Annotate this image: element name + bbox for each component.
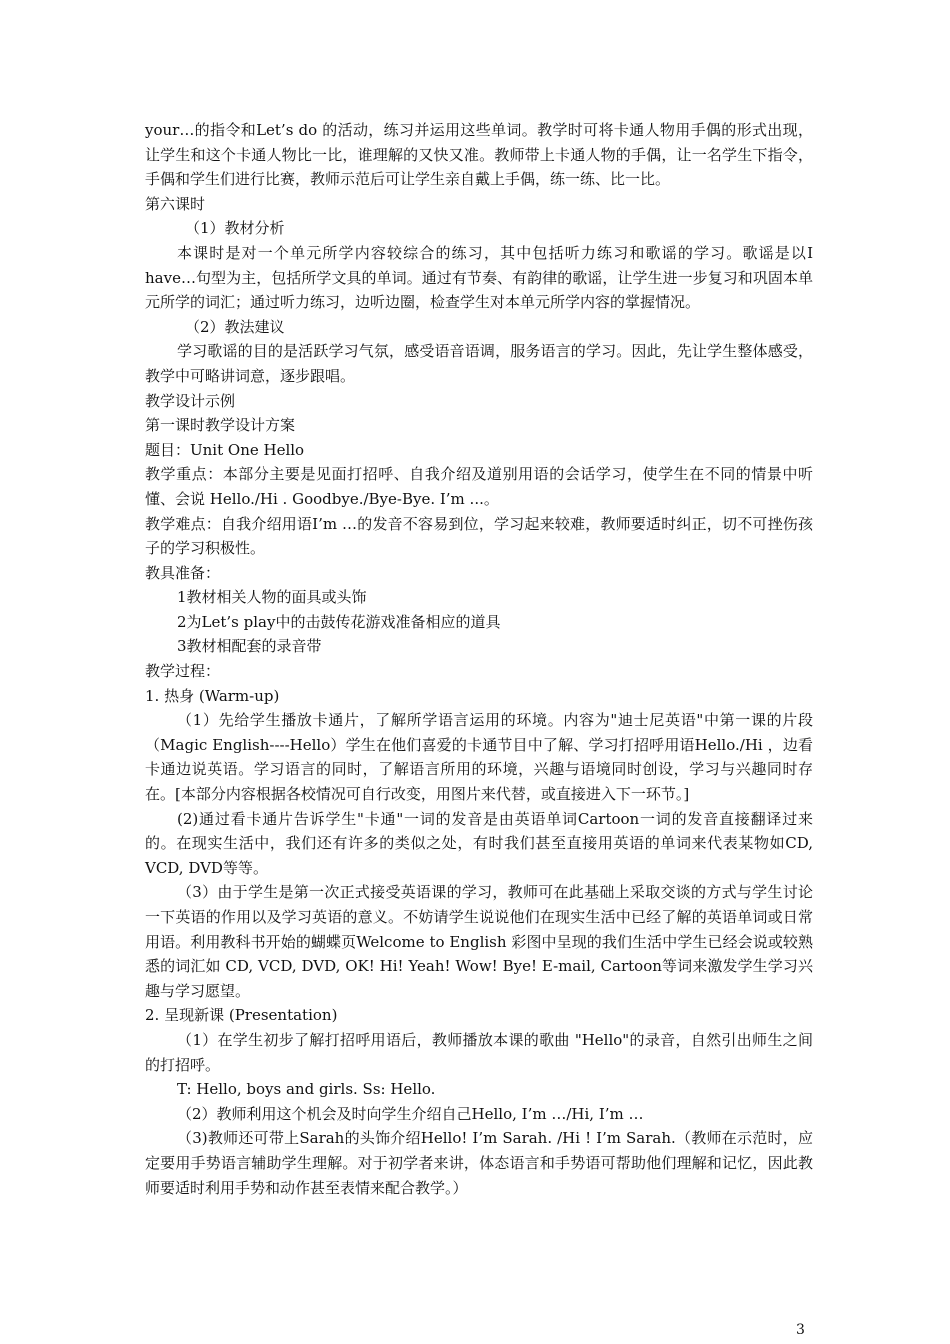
materials-heading: 教具准备：: [145, 563, 221, 582]
list-item: 2为Let’s play中的击鼓传花游戏准备相应的道具: [177, 612, 501, 631]
paragraph: （2）教师利用这个机会及时向学生介绍自己Hello, I’m …/Hi, I’m …: [177, 1104, 644, 1123]
list-item: 1教材相关人物的面具或头饰: [177, 588, 367, 607]
paragraph: 学习歌谣的目的是活跃学习气氛，感受语音语调，服务语言的学习。因此，先让学生整体感受，教学中可略讲词意，逐步跟唱。: [145, 342, 813, 385]
subheading: （1）教材分析: [185, 219, 285, 238]
topic-line: 题目：Unit One Hello: [145, 440, 305, 459]
key-points: 教学重点：本部分主要是见面打招呼、自我介绍及道别用语的会话学习，使学生在不同的情景中听懂、会说 Hello./Hi . Goodbye./Bye-Bye. I’m ...。: [145, 465, 813, 508]
subheading: （2）教法建议: [185, 317, 285, 336]
section-heading: 教学设计示例: [145, 391, 236, 410]
paragraph: （3)教师还可带上Sarah的头饰介绍Hello! I’m Sarah. /Hi ! I’m Sarah.（教师在示范时，应定要用手势语言辅助学生理解。对于初学者来讲，体态语言和手势语可帮助他们理解和记忆，因此教师要适时利用手势和动作甚至表情来配合教学。）: [145, 1129, 813, 1197]
process-heading: 教学过程：: [145, 662, 221, 681]
paragraph: （1）先给学生播放卡通片，了解所学语言运用的环境。内容为"迪士尼英语"中第一课的片段（Magic English----Hello）学生在他们喜爱的卡通节目中了解、学习打招呼用语Hello./Hi ，边看卡通边说英语。学习语言的同时，了解语言所用的环境，兴趣与语境同时创设，学习与兴趣同时存在。[本部分内容根据各校情况可自行改变，用图片来代替，或直接进入下一环节。]: [145, 711, 813, 804]
paragraph: （1）在学生初步了解打招呼用语后，教师播放本课的歌曲 "Hello"的录音，自然引出师生之间的打招呼。: [145, 1030, 813, 1074]
paragraph: (2)通过看卡通片告诉学生"卡通"一词的发音是由英语单词Cartoon一词的发音直接翻译过来的。在现实生活中，我们还有许多的类似之处，有时我们甚至直接用英语的单词来代表某物如CD, VCD, DVD等等。: [145, 809, 813, 877]
document-body: [145, 118, 813, 1200]
paragraph: your…的指令和Let’s do 的活动，练习并运用这些单词。教学时可将卡通人物用手偶的形式出现，让学生和这个卡通人物比一比，谁理解的又快又准。教师带上卡通人物的手偶，让一名学生下指令，手偶和学生们进行比赛，教师示范后可让学生亲自戴上手偶，练一练、比一比。: [145, 121, 813, 189]
paragraph: 本课时是对一个单元所学内容较综合的练习，其中包括听力练习和歌谣的学习。歌谣是以I have…句型为主，包括所学文具的单词。通过有节奏、有韵律的歌谣，让学生进一步复习和巩固本单元所学的词汇；通过听力练习，边听边圈，检查学生对本单元所学内容的掌握情况。: [145, 243, 813, 312]
page-number: 3: [796, 1322, 805, 1338]
dialogue-line: T: Hello, boys and girls. Ss: Hello.: [177, 1080, 436, 1099]
section-heading: 第六课时: [145, 194, 206, 213]
paragraph: （3）由于学生是第一次正式接受英语课的学习，教师可在此基础上采取交谈的方式与学生讨论一下英语的作用以及学习英语的意义。不妨请学生说说他们在现实生活中已经了解的英语单词或日常用语。利用教科书开始的蝴蝶页Welcome to English 彩图中呈现的我们生活中学生已经会说或较熟悉的词汇如 CD, VCD, DVD, OK! Hi! Yeah! Wow! Bye! E-mail, Cartoon等词来激发学生学习兴趣与学习愿望。: [145, 883, 813, 1000]
section-heading: 第一课时教学设计方案: [145, 416, 296, 435]
list-item: 3教材相配套的录音带: [177, 637, 322, 656]
step-heading: 1. 热身 (Warm-up): [145, 686, 280, 705]
difficult-points: 教学难点：自我介绍用语I’m …的发音不容易到位，学习起来较难，教师要适时纠正，切不可挫伤孩子的学习积极性。: [145, 514, 813, 558]
step-heading: 2. 呈现新课 (Presentation): [145, 1006, 338, 1025]
